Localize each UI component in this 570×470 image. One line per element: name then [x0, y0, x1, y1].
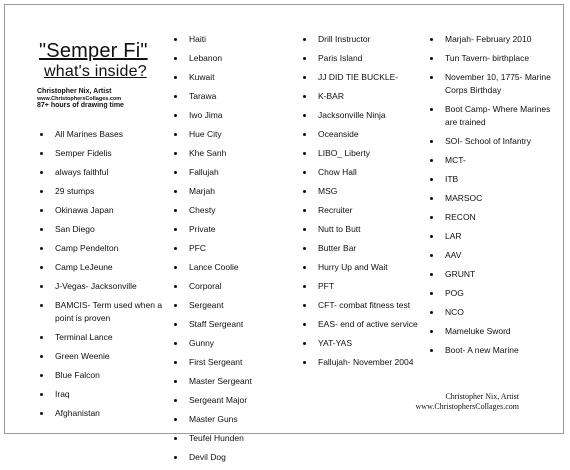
- list-item: Oceanside: [302, 128, 427, 141]
- list-item: Master Guns: [173, 413, 303, 426]
- list-item: Semper Fidelis: [39, 147, 177, 160]
- column-4: [429, 33, 559, 363]
- list-item: Recruiter: [302, 204, 427, 217]
- list-item: Chow Hall: [302, 166, 427, 179]
- list-item: Corporal: [173, 280, 303, 293]
- term-list-3: [302, 33, 427, 369]
- list-item: Camp Pendelton: [39, 242, 177, 255]
- list-item: Fallujah- November 2004: [302, 356, 427, 369]
- column-3: [302, 33, 427, 375]
- list-item: First Sergeant: [173, 356, 303, 369]
- column-1: [37, 41, 177, 426]
- list-item: BAMCIS- Term used when a point is proven: [39, 299, 177, 325]
- list-item: Gunny: [173, 337, 303, 350]
- footer-credit: [416, 392, 519, 412]
- list-item: MARSOC: [429, 192, 559, 205]
- list-item: Marjah- February 2010: [429, 33, 559, 46]
- term-list-1: [39, 128, 177, 420]
- list-item: Camp LeJeune: [39, 261, 177, 274]
- list-item: Private: [173, 223, 303, 236]
- document-page: [4, 4, 564, 462]
- list-item: Mameluke Sword: [429, 325, 559, 338]
- list-item: Marjah: [173, 185, 303, 198]
- list-item: Teufel Hunden: [173, 432, 303, 445]
- footer-artist: Christopher Nix, Artist: [445, 392, 519, 401]
- list-item: Lebanon: [173, 52, 303, 65]
- list-item: Sergeant: [173, 299, 303, 312]
- list-item: JJ DID TIE BUCKLE-: [302, 71, 427, 84]
- term-list-4: [429, 33, 559, 357]
- list-item: Butter Bar: [302, 242, 427, 255]
- list-item: K-BAR: [302, 90, 427, 103]
- list-item: CFT- combat fitness test: [302, 299, 427, 312]
- footer-website: www.ChristophersCollages.com: [415, 402, 519, 411]
- list-item: All Marines Bases: [39, 128, 177, 141]
- list-item: Tun Tavern- birthplace: [429, 52, 559, 65]
- list-item: Nutt to Butt: [302, 223, 427, 236]
- list-item: YAT-YAS: [302, 337, 427, 350]
- list-item: Khe Sanh: [173, 147, 303, 160]
- list-item: NCO: [429, 306, 559, 319]
- list-item: GRUNT: [429, 268, 559, 281]
- list-item: PFT: [302, 280, 427, 293]
- list-item: LIBO_ Liberty: [302, 147, 427, 160]
- list-item: Hurry Up and Wait: [302, 261, 427, 274]
- list-item: LAR: [429, 230, 559, 243]
- list-item: Kuwait: [173, 71, 303, 84]
- list-item: Boot Camp- Where Marines are trained: [429, 103, 559, 129]
- list-item: Staff Sergeant: [173, 318, 303, 331]
- list-item: Green Weenie: [39, 350, 177, 363]
- list-item: PFC: [173, 242, 303, 255]
- list-item: Afghanistan: [39, 407, 177, 420]
- artist-website: www.ChristophersCollages.com: [37, 96, 122, 102]
- list-item: Fallujah: [173, 166, 303, 179]
- title-whats-inside: what's inside?: [44, 63, 147, 80]
- list-item: Terminal Lance: [39, 331, 177, 344]
- list-item: Iraq: [39, 388, 177, 401]
- drawing-hours: 87+ hours of drawing time: [37, 102, 124, 109]
- title-semper-fi: "Semper Fi": [39, 40, 148, 62]
- list-item: Lance Coolie: [173, 261, 303, 274]
- list-item: Devil Dog: [173, 451, 303, 464]
- list-item: ITB: [429, 173, 559, 186]
- list-item: AAV: [429, 249, 559, 262]
- list-item: 29 stumps: [39, 185, 177, 198]
- list-item: Sergeant Major: [173, 394, 303, 407]
- list-item: Boot- A new Marine: [429, 344, 559, 357]
- list-item: Iwo Jima: [173, 109, 303, 122]
- list-item: Tarawa: [173, 90, 303, 103]
- list-item: Okinawa Japan: [39, 204, 177, 217]
- list-item: Master Sergeant: [173, 375, 303, 388]
- list-item: Chesty: [173, 204, 303, 217]
- list-item: Haiti: [173, 33, 303, 46]
- list-item: POG: [429, 287, 559, 300]
- term-list-2: [173, 33, 303, 464]
- list-item: San Diego: [39, 223, 177, 236]
- list-item: MSG: [302, 185, 427, 198]
- list-item: RECON: [429, 211, 559, 224]
- list-item: Blue Falcon: [39, 369, 177, 382]
- list-item: always faithful: [39, 166, 177, 179]
- list-item: Hue City: [173, 128, 303, 141]
- list-item: Paris Island: [302, 52, 427, 65]
- list-item: Drill Instructor: [302, 33, 427, 46]
- list-item: EAS- end of active service: [302, 318, 427, 331]
- list-item: Jacksonville Ninja: [302, 109, 427, 122]
- list-item: November 10, 1775- Marine Corps Birthday: [429, 71, 559, 97]
- list-item: MCT-: [429, 154, 559, 167]
- list-item: SOI- School of Infantry: [429, 135, 559, 148]
- list-item: J-Vegas- Jacksonville: [39, 280, 177, 293]
- column-2: [173, 33, 303, 470]
- artist-name: Christopher Nix, Artist: [37, 88, 112, 95]
